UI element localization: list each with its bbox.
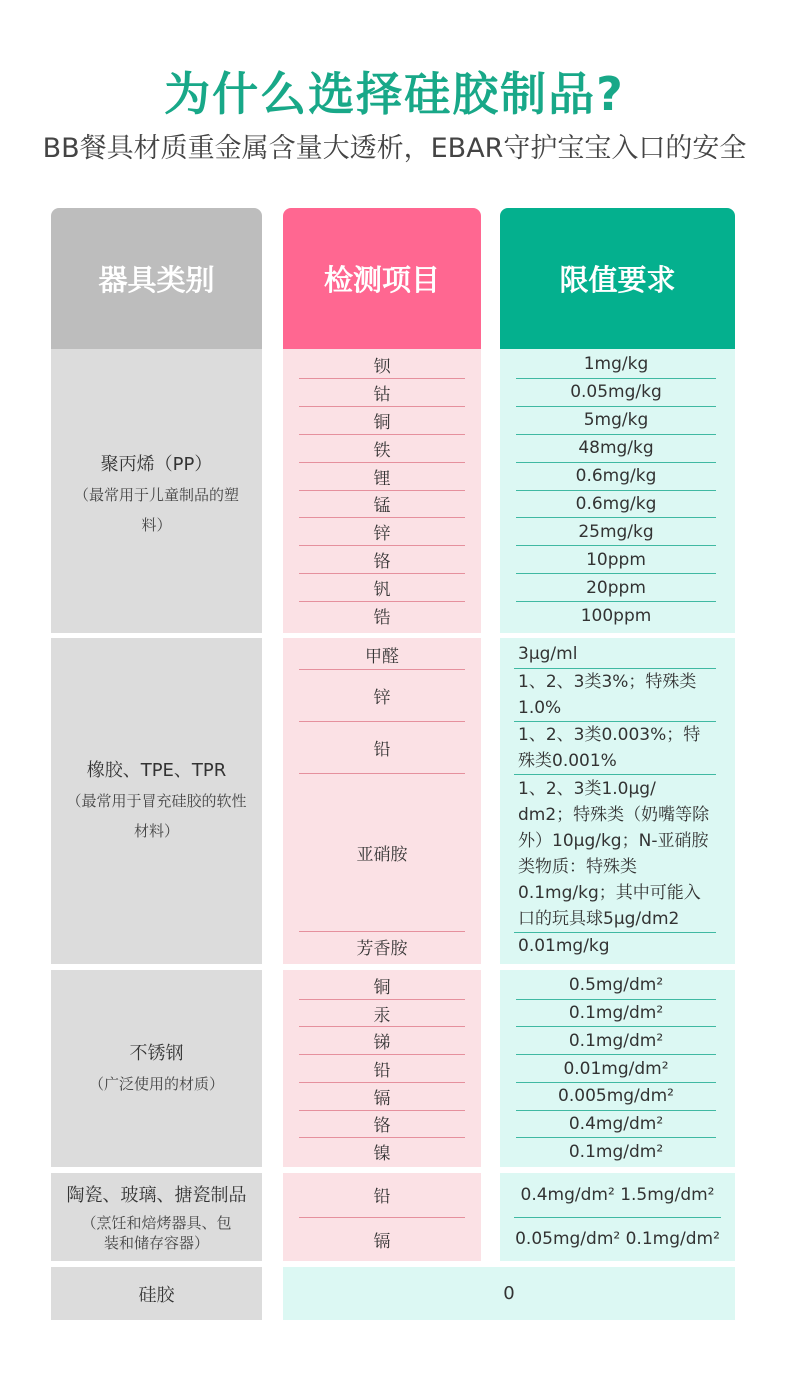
limit-cell: 1、2、3类1.0μg/ dm2；特殊类（奶嘴等除外）10μg/kg；N-亚硝胺类物质：特殊类0.1mg/kg；其中可能入口的玩具球5μg/dm2	[514, 775, 716, 932]
category-name: 硅胶	[138, 1284, 175, 1306]
limit-cell: 48mg/kg	[516, 435, 716, 463]
header-item: 检测项目	[283, 208, 481, 349]
limit-cell: 0.1mg/dm²	[516, 1000, 716, 1028]
limit-cell: 0.1mg/dm²	[516, 1027, 716, 1055]
item-cell: 锌	[299, 518, 465, 546]
item-cell: 铜	[299, 972, 465, 1000]
item-cell: 锰	[299, 491, 465, 519]
limit-column-steel	[500, 970, 735, 1167]
item-cell: 铬	[299, 546, 465, 574]
item-cell: 钡	[299, 351, 465, 379]
item-cell: 铅	[299, 722, 465, 774]
limit-column-ceramic	[500, 1173, 735, 1261]
limit-cell: 0.6mg/kg	[516, 463, 716, 491]
limit-cell: 20ppm	[516, 574, 716, 602]
item-cell: 铅	[299, 1055, 465, 1083]
category-name: 聚丙烯（PP）	[100, 454, 213, 475]
limit-cell: 0.05mg/dm² 0.1mg/dm²	[515, 1229, 720, 1250]
limit-cell: 1、2、3类0.003%；特殊类0.001%	[514, 722, 716, 775]
limit-cell: 1、2、3类3%；特殊类1.0%	[514, 669, 716, 722]
item-cell: 锌	[299, 670, 465, 722]
item-cell: 镉	[373, 1231, 391, 1252]
limit-cell: 0.05mg/kg	[516, 379, 716, 407]
limit-cell: 0.01mg/kg	[518, 936, 610, 957]
item-cell: 甲醛	[299, 640, 465, 670]
limit-column-pp	[500, 349, 735, 633]
silicone-value-cell	[283, 1267, 735, 1320]
limit-cell: 25mg/kg	[516, 518, 716, 546]
limit-column-rubber	[500, 638, 735, 964]
item-cell: 镉	[299, 1083, 465, 1111]
limit-cell: 1mg/kg	[516, 351, 716, 379]
category-cell-pp	[51, 349, 262, 633]
category-note: （最常用于冒充硅胶的软性材料）	[66, 792, 247, 840]
limit-cell: 0.01mg/dm²	[516, 1055, 716, 1083]
category-note: （最常用于儿童制品的塑料）	[73, 486, 239, 534]
limit-cell: 3μg/ml	[514, 640, 716, 669]
item-column-pp	[283, 349, 481, 633]
limit-cell: 0.5mg/dm²	[516, 972, 716, 1000]
page-title: 为什么选择硅胶制品?	[164, 67, 625, 121]
item-cell: 镍	[373, 1144, 391, 1165]
header-limit: 限值要求	[500, 208, 735, 349]
limit-cell: 0.4mg/dm²	[516, 1111, 716, 1139]
category-cell-rubber	[51, 638, 262, 964]
item-cell: 锂	[299, 463, 465, 491]
limit-cell: 5mg/kg	[516, 407, 716, 435]
category-name: 不锈钢	[129, 1042, 184, 1064]
item-cell: 铅	[299, 1173, 465, 1218]
category-cell-ceramic	[51, 1173, 262, 1261]
item-cell: 锆	[373, 608, 391, 629]
item-cell: 铁	[299, 435, 465, 463]
item-column-rubber	[283, 638, 481, 964]
item-column-steel	[283, 970, 481, 1167]
item-cell: 钴	[299, 379, 465, 407]
page-subtitle: BB餐具材质重金属含量大透析，EBAR守护宝宝入口的安全	[42, 133, 747, 164]
category-name: 陶瓷、玻璃、搪瓷制品	[66, 1185, 247, 1206]
category-name: 橡胶、TPE、TPR	[86, 760, 227, 781]
item-cell: 汞	[299, 1000, 465, 1028]
item-cell: 亚硝胺	[299, 774, 465, 932]
item-cell: 芳香胺	[356, 938, 408, 959]
limit-cell: 100ppm	[580, 605, 652, 626]
limit-cell: 0.005mg/dm²	[516, 1083, 716, 1111]
silicone-value: 0	[503, 1283, 515, 1304]
limit-cell: 0.4mg/dm² 1.5mg/dm²	[514, 1173, 721, 1218]
item-cell: 铜	[299, 407, 465, 435]
category-note: （烹饪和焙烤器具、包装和储存容器）	[81, 1214, 232, 1252]
category-note: （广泛使用的材质）	[88, 1074, 224, 1093]
item-column-ceramic	[283, 1173, 481, 1261]
header-category: 器具类别	[51, 208, 262, 349]
item-cell: 钒	[299, 574, 465, 602]
category-cell-steel	[51, 970, 262, 1167]
limit-cell: 0.6mg/kg	[516, 491, 716, 519]
limit-cell: 10ppm	[516, 546, 716, 574]
category-cell-silicone	[51, 1267, 262, 1320]
limit-cell: 0.1mg/dm²	[568, 1141, 664, 1162]
item-cell: 锑	[299, 1027, 465, 1055]
item-cell: 铬	[299, 1111, 465, 1139]
